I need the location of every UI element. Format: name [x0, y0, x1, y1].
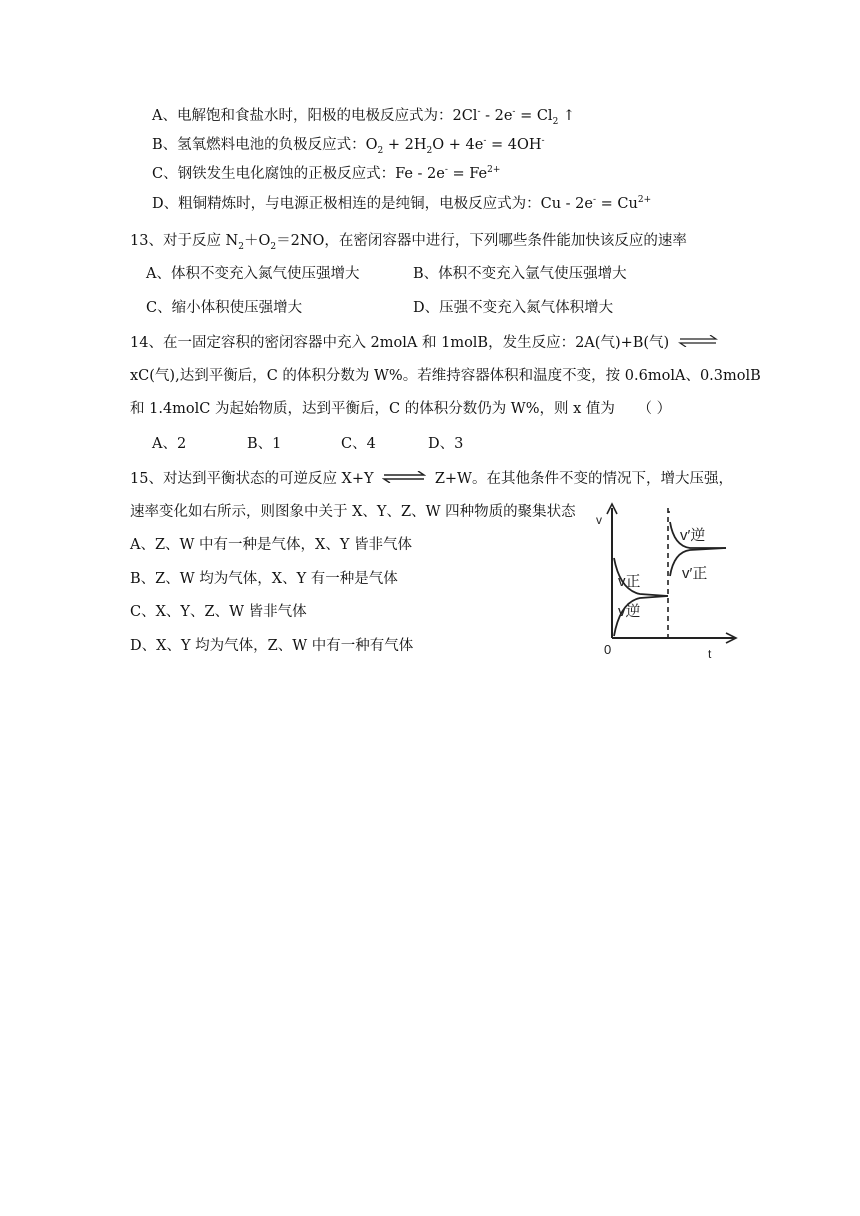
label-v-reverse: v逆	[618, 603, 641, 620]
q14-option-b: B、1	[247, 436, 282, 452]
q12-option-a: A、电解饱和食盐水时，阳极的电极反应式为：$2Cl^- - 2e^- = Cl_2$ ↑	[152, 107, 576, 127]
x-axis-label: t	[708, 647, 712, 660]
reversible-arrow-icon	[382, 469, 426, 489]
equilibrium-arrow-icon	[678, 333, 718, 353]
q15-option-b: B、Z、W 均为气体，X、Y 有一种是气体	[130, 571, 398, 587]
q15-option-a: A、Z、W 中有一种是气体，X、Y 皆非气体	[130, 537, 413, 553]
q12-option-d: D、粗铜精炼时，与电源正极相连的是纯铜，电极反应式为：$Cu - 2e^- = Cu^{2+}$	[152, 195, 652, 212]
q15-option-d: D、X、Y 均为气体，Z、W 中有一种有气体	[130, 638, 414, 654]
label-v-forward: v正	[618, 573, 641, 590]
label-v-forward-prime: v′正	[682, 565, 708, 582]
q13-option-c: C、缩小体积使压强增大	[146, 300, 303, 316]
q14-option-d: D、3	[428, 436, 464, 452]
q14-option-c: C、4	[341, 436, 376, 452]
rate-time-graph	[592, 502, 748, 660]
label-v-reverse-prime: v′逆	[680, 527, 706, 544]
origin-label: 0	[604, 642, 612, 657]
q13-option-b: B、体积不变充入氩气使压强增大	[413, 266, 627, 282]
q13-option-d: D、压强不变充入氮气体积增大	[413, 300, 614, 316]
q12-option-c: C、钢铁发生电化腐蚀的正极反应式：$Fe - 2e^- = Fe^{2+}$	[152, 165, 501, 182]
q13-stem: 13、对于反应 $N_2+O_2=2NO$，在密闭容器中进行，下列哪些条件能加快该反应的速率	[130, 233, 687, 252]
q13-option-a: A、体积不变充入氮气使压强增大	[146, 266, 360, 282]
q15-line-2: 速率变化如右所示，则图象中关于 X、Y、Z、W 四种物质的聚集状态	[130, 504, 576, 520]
q15-line-1: 15、对达到平衡状态的可逆反应 X+Y Z+W。在其他条件不变的情况下，增大压强，	[130, 471, 733, 487]
q14-line-3: 和 1.4molC 为起始物质，达到平衡后，C 的体积分数仍为 W%，则 x 值为 （ ）	[130, 401, 672, 417]
q14-option-a: A、2	[152, 436, 187, 452]
answer-blank: （ ）	[637, 401, 672, 417]
q14-line-1: 14、在一固定容积的密闭容器中充入 2molA 和 1molB，发生反应：2A(气)+B(气)	[130, 333, 722, 353]
q12-option-b: B、氢氧燃料电池的负极反应式：$O_2 + 2H_2O + 4e^- = 4OH^-$	[152, 136, 545, 156]
y-axis-label: v	[596, 513, 602, 527]
q14-line-2: xC(气),达到平衡后，C 的体积分数为 W%。若维持容器体积和温度不变，按 0.6molA、0.3molB	[130, 368, 761, 384]
q15-option-c: C、X、Y、Z、W 皆非气体	[130, 604, 307, 620]
